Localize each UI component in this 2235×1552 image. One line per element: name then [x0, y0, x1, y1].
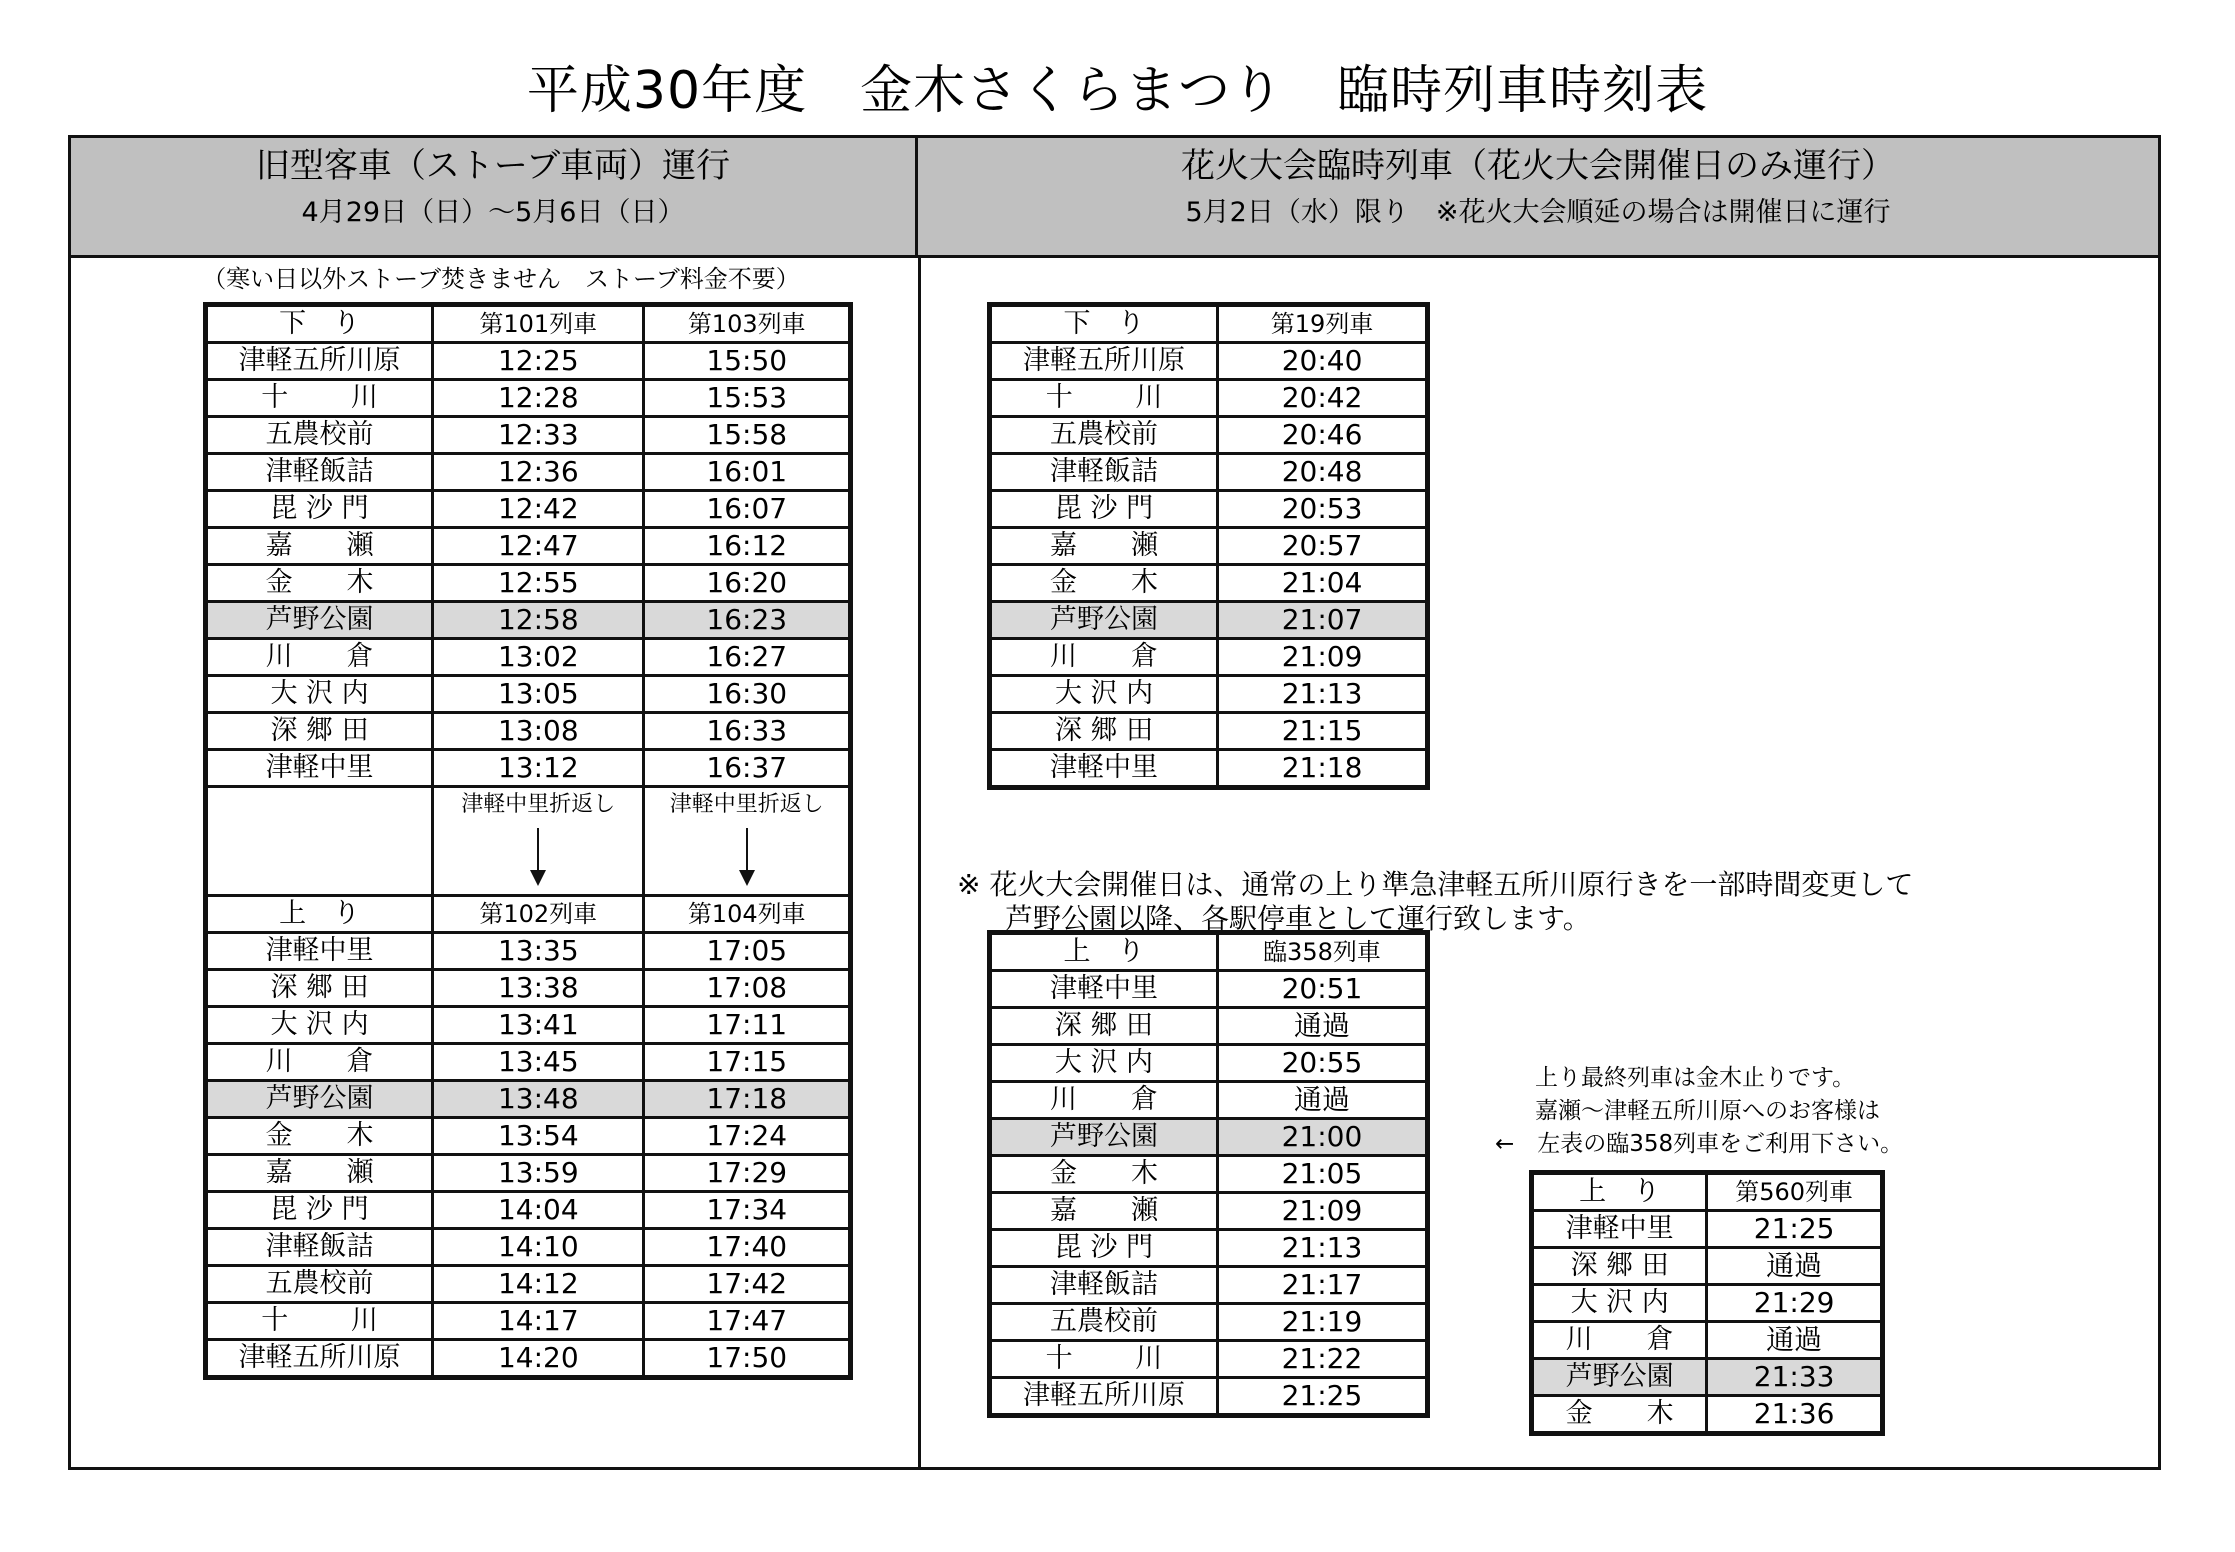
table-row: [206, 454, 851, 491]
departure-time: 17:34: [644, 1192, 851, 1229]
departure-time: 21:36: [1707, 1396, 1883, 1434]
table-row: [990, 602, 1428, 639]
departure-time: 13:05: [433, 676, 644, 713]
station-name: 津軽飯詰: [206, 1229, 433, 1266]
station-name: 大 沢 内: [206, 1007, 433, 1044]
table-row: [990, 454, 1428, 491]
station-name: 津軽中里: [1532, 1211, 1707, 1248]
station-name: 川 倉: [206, 1044, 433, 1081]
table-row: [990, 1378, 1428, 1416]
departure-time: 16:33: [644, 713, 851, 750]
station-name: 芦野公園: [990, 1119, 1218, 1156]
train-number-header: 第102列車: [433, 896, 644, 933]
table-row: [206, 528, 851, 565]
train-number-header: 第103列車: [644, 305, 851, 343]
station-name: 毘 沙 門: [990, 491, 1218, 528]
table-row: [990, 1045, 1428, 1082]
departure-time: 21:15: [1218, 713, 1428, 750]
station-name: 五農校前: [990, 1304, 1218, 1341]
departure-time: 16:37: [644, 750, 851, 787]
departure-time: 21:25: [1707, 1211, 1883, 1248]
table-row: [206, 933, 851, 970]
table-row: [990, 491, 1428, 528]
departure-time: 17:40: [644, 1229, 851, 1266]
table-row: [1532, 1285, 1883, 1322]
departure-time: 通過: [1707, 1322, 1883, 1359]
departure-time: 13:38: [433, 970, 644, 1007]
station-name: 大 沢 内: [206, 676, 433, 713]
departure-time: 21:04: [1218, 565, 1428, 602]
direction-header: 下 り: [990, 305, 1218, 343]
table-header-row: [206, 305, 851, 343]
station-name: 津軽中里: [206, 933, 433, 970]
departure-time: 14:04: [433, 1192, 644, 1229]
station-name: 津軽五所川原: [206, 343, 433, 380]
table-row: [990, 676, 1428, 713]
departure-time: 21:29: [1707, 1285, 1883, 1322]
table-row: [206, 713, 851, 750]
departure-time: 12:58: [433, 602, 644, 639]
table-row: [206, 565, 851, 602]
table-row: [990, 380, 1428, 417]
departure-time: 21:13: [1218, 676, 1428, 713]
departure-time: 15:50: [644, 343, 851, 380]
table-row: [990, 1008, 1428, 1045]
station-name: 大 沢 内: [990, 676, 1218, 713]
section-header-fireworks-train: [918, 138, 2158, 258]
departure-time: 12:28: [433, 380, 644, 417]
turnaround-label: 津軽中里折返し: [669, 792, 824, 817]
fireworks-up-timetable: [987, 930, 1430, 1418]
station-name: 津軽飯詰: [206, 454, 433, 491]
departure-time: 16:01: [644, 454, 851, 491]
table-row: [990, 1304, 1428, 1341]
table-row: [206, 639, 851, 676]
table-row: [990, 639, 1428, 676]
table-header-row: [206, 896, 851, 933]
table-row: [206, 602, 851, 639]
station-name: 川 倉: [206, 639, 433, 676]
departure-time: 17:47: [644, 1303, 851, 1340]
station-name: 金 木: [206, 1118, 433, 1155]
station-name: 大 沢 内: [1532, 1285, 1707, 1322]
station-name: 津軽飯詰: [990, 1267, 1218, 1304]
departure-time: 14:10: [433, 1229, 644, 1266]
section-dates: 5月2日（水）限り ※花火大会順延の場合は開催日に運行: [1185, 197, 1891, 228]
departure-time: 13:41: [433, 1007, 644, 1044]
station-name: 津軽五所川原: [990, 343, 1218, 380]
table-header-row: [990, 305, 1428, 343]
departure-time: 13:48: [433, 1081, 644, 1118]
station-name: 芦野公園: [206, 602, 433, 639]
station-name: 深 郷 田: [990, 1008, 1218, 1045]
table-row: [206, 750, 851, 787]
departure-time: 20:40: [1218, 343, 1428, 380]
direction-header: 上 り: [990, 933, 1218, 971]
departure-time: 13:08: [433, 713, 644, 750]
departure-time: 13:02: [433, 639, 644, 676]
departure-time: 13:54: [433, 1118, 644, 1155]
departure-time: 17:24: [644, 1118, 851, 1155]
page-title: 平成30年度 金木さくらまつり 臨時列車時刻表: [526, 61, 1709, 121]
table-row: [990, 1193, 1428, 1230]
departure-time: 16:23: [644, 602, 851, 639]
departure-time: 21:25: [1217, 1378, 1427, 1416]
table-row: [990, 1156, 1428, 1193]
departure-time: 21:33: [1707, 1359, 1883, 1396]
table-header-row: [1532, 1173, 1883, 1211]
departure-time: 16:27: [644, 639, 851, 676]
departure-time: 21:09: [1217, 1193, 1427, 1230]
departure-time: 17:11: [644, 1007, 851, 1044]
table-row: [206, 676, 851, 713]
departure-time: 12:47: [433, 528, 644, 565]
fireworks-down-timetable: [987, 302, 1430, 790]
departure-time: 通過: [1217, 1008, 1427, 1045]
table-row: [206, 1303, 851, 1340]
direction-header: 下 り: [206, 305, 433, 343]
station-name: 深 郷 田: [1532, 1248, 1707, 1285]
station-name: 十 川: [206, 380, 433, 417]
departure-time: 17:29: [644, 1155, 851, 1192]
table-row: [990, 343, 1428, 380]
table-row: [1532, 1322, 1883, 1359]
table-row: [206, 1044, 851, 1081]
station-name: 津軽中里: [206, 750, 433, 787]
section-header-stove-train: [71, 138, 918, 258]
section-divider: [918, 256, 921, 1467]
departure-time: 通過: [1217, 1082, 1427, 1119]
departure-time: 16:07: [644, 491, 851, 528]
table-row: [1532, 1359, 1883, 1396]
turnaround-row: [206, 787, 851, 896]
stove-train-timetable: [203, 302, 853, 1380]
departure-time: 16:30: [644, 676, 851, 713]
station-name: 川 倉: [1532, 1322, 1707, 1359]
departure-time: 14:20: [433, 1340, 644, 1378]
departure-time: 21:22: [1217, 1341, 1427, 1378]
table-row: [206, 1081, 851, 1118]
station-name: 芦野公園: [1532, 1359, 1707, 1396]
table-row: [206, 1340, 851, 1378]
departure-time: 21:19: [1217, 1304, 1427, 1341]
table-row: [990, 1230, 1428, 1267]
departure-time: 20:53: [1218, 491, 1428, 528]
station-name: 五農校前: [990, 417, 1218, 454]
table-row: [206, 1118, 851, 1155]
departure-time: 15:58: [644, 417, 851, 454]
table-row: [1532, 1211, 1883, 1248]
section-dates: 4月29日（日）～5月6日（日）: [301, 197, 685, 228]
departure-time: 16:12: [644, 528, 851, 565]
table-row: [1532, 1396, 1883, 1434]
departure-time: 21:17: [1217, 1267, 1427, 1304]
train-number-header: 第19列車: [1218, 305, 1428, 343]
departure-time: 21:09: [1218, 639, 1428, 676]
station-name: 十 川: [990, 380, 1218, 417]
departure-time: 17:05: [644, 933, 851, 970]
departure-time: 13:12: [433, 750, 644, 787]
departure-time: 12:33: [433, 417, 644, 454]
table-row: [206, 1229, 851, 1266]
station-name: 芦野公園: [990, 602, 1218, 639]
table-row: [990, 713, 1428, 750]
turnaround-label: 津軽中里折返し: [461, 792, 616, 817]
station-name: 毘 沙 門: [206, 491, 433, 528]
train-number-header: 臨358列車: [1217, 933, 1427, 971]
direction-header: 上 り: [206, 896, 433, 933]
departure-time: 12:25: [433, 343, 644, 380]
station-name: 十 川: [206, 1303, 433, 1340]
departure-time: 20:42: [1218, 380, 1428, 417]
table-row: [990, 1267, 1428, 1304]
station-name: 津軽中里: [990, 971, 1218, 1008]
departure-time: 20:46: [1218, 417, 1428, 454]
departure-time: 21:07: [1218, 602, 1428, 639]
station-name: 嘉 瀬: [206, 1155, 433, 1192]
table-row: [206, 380, 851, 417]
section-heading: 旧型客車（ストーブ車両）運行: [255, 146, 731, 186]
table-row: [990, 528, 1428, 565]
departure-time: 21:18: [1218, 750, 1428, 788]
table-row: [206, 343, 851, 380]
station-name: 嘉 瀬: [990, 528, 1218, 565]
train-number-header: 第104列車: [644, 896, 851, 933]
departure-time: 14:17: [433, 1303, 644, 1340]
train-number-header: 第560列車: [1707, 1173, 1883, 1211]
station-name: 芦野公園: [206, 1081, 433, 1118]
table-row: [206, 1192, 851, 1229]
departure-time: 14:12: [433, 1266, 644, 1303]
table-row: [206, 1266, 851, 1303]
departure-time: 13:35: [433, 933, 644, 970]
departure-time: 13:45: [433, 1044, 644, 1081]
departure-time: 12:55: [433, 565, 644, 602]
station-name: 川 倉: [990, 1082, 1218, 1119]
station-name: 川 倉: [990, 639, 1218, 676]
station-name: 津軽五所川原: [990, 1378, 1218, 1416]
table-row: [990, 1119, 1428, 1156]
table-row: [990, 971, 1428, 1008]
departure-time: 21:00: [1217, 1119, 1427, 1156]
station-name: 津軽中里: [990, 750, 1218, 788]
station-name: 嘉 瀬: [206, 528, 433, 565]
last-train-note: 上り最終列車は金木止りです。 嘉瀬～津軽五所川原へのお客様は ← 左表の臨358列車をご利用下さい。: [1495, 1065, 1904, 1157]
fireworks-note: ※ 花火大会開催日は、通常の上り準急津軽五所川原行きを一部時間変更して 芦野公園以降、各駅停車として運行致します。: [957, 868, 1914, 935]
station-name: 嘉 瀬: [990, 1193, 1218, 1230]
table-row: [990, 1341, 1428, 1378]
station-name: 毘 沙 門: [206, 1192, 433, 1229]
departure-time: 15:53: [644, 380, 851, 417]
departure-time: 20:48: [1218, 454, 1428, 491]
station-name: 深 郷 田: [990, 713, 1218, 750]
departure-time: 17:18: [644, 1081, 851, 1118]
departure-time: 通過: [1707, 1248, 1883, 1285]
departure-time: 21:05: [1217, 1156, 1427, 1193]
station-name: 金 木: [990, 565, 1218, 602]
departure-time: 20:57: [1218, 528, 1428, 565]
station-name: 五農校前: [206, 1266, 433, 1303]
table-header-row: [990, 933, 1428, 971]
departure-time: 16:20: [644, 565, 851, 602]
departure-time: 12:42: [433, 491, 644, 528]
direction-header: 上 り: [1532, 1173, 1707, 1211]
departure-time: 17:50: [644, 1340, 851, 1378]
table-row: [206, 417, 851, 454]
departure-time: 12:36: [433, 454, 644, 491]
table-row: [206, 1007, 851, 1044]
table-row: [206, 970, 851, 1007]
last-up-timetable: [1529, 1170, 1885, 1436]
station-name: 大 沢 内: [990, 1045, 1218, 1082]
station-name: 毘 沙 門: [990, 1230, 1218, 1267]
station-name: 金 木: [1532, 1396, 1707, 1434]
departure-time: 17:08: [644, 970, 851, 1007]
station-name: 五農校前: [206, 417, 433, 454]
table-row: [1532, 1248, 1883, 1285]
departure-time: 21:13: [1217, 1230, 1427, 1267]
table-row: [990, 750, 1428, 788]
station-name: 津軽飯詰: [990, 454, 1218, 491]
departure-time: 20:55: [1217, 1045, 1427, 1082]
station-name: 深 郷 田: [206, 970, 433, 1007]
station-name: 深 郷 田: [206, 713, 433, 750]
station-name: 津軽五所川原: [206, 1340, 433, 1378]
table-row: [206, 491, 851, 528]
station-name: 金 木: [206, 565, 433, 602]
section-heading: 花火大会臨時列車（花火大会開催日のみ運行）: [1181, 146, 1895, 186]
table-row: [990, 565, 1428, 602]
train-number-header: 第101列車: [433, 305, 644, 343]
station-name: 十 川: [990, 1341, 1218, 1378]
table-row: [990, 417, 1428, 454]
stove-note: （寒い日以外ストーブ焚きません ストーブ料金不要）: [202, 265, 800, 293]
departure-time: 13:59: [433, 1155, 644, 1192]
station-name: 金 木: [990, 1156, 1218, 1193]
table-row: [206, 1155, 851, 1192]
departure-time: 17:42: [644, 1266, 851, 1303]
departure-time: 20:51: [1217, 971, 1427, 1008]
table-row: [990, 1082, 1428, 1119]
departure-time: 17:15: [644, 1044, 851, 1081]
